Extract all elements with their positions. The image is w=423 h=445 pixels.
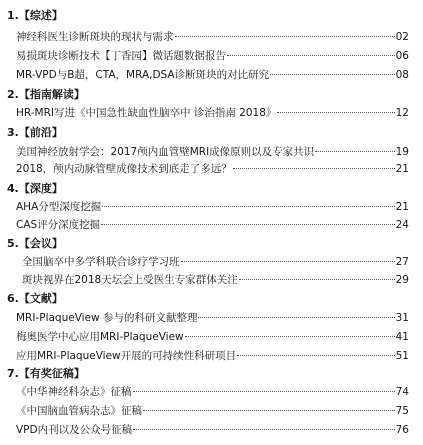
section-heading-frontier: 3.【前沿】 xyxy=(7,126,63,139)
dot-leader xyxy=(185,336,395,337)
dot-leader xyxy=(102,206,394,207)
toc-entry-title: AHA分型深度挖掘 xyxy=(16,201,102,213)
section-heading-guideline: 2.【指南解读】 xyxy=(7,88,85,101)
section-heading-overview: 1.【综述】 xyxy=(7,9,63,22)
toc-entry-page: 08 xyxy=(395,69,409,81)
toc-entry-title: 梅奥医学中心应用MRI-PlaqueView xyxy=(16,331,184,343)
toc-entry-title: 《中国脑血管病杂志》征稿 xyxy=(16,405,142,417)
dot-leader xyxy=(270,74,395,75)
toc-entry-title: 神经科医生诊断斑块的现状与需求 xyxy=(16,31,174,43)
toc-entry[interactable] xyxy=(16,311,409,325)
dot-leader xyxy=(181,261,395,262)
dot-leader xyxy=(315,151,394,152)
toc-entry-title: CAS评分深度挖掘 xyxy=(16,219,101,231)
toc-entry-title: 易损斑块诊断技术【丁香园】微话题数据报告 xyxy=(16,50,226,62)
section-heading-meeting: 5.【会议】 xyxy=(7,237,63,250)
toc-entry-page: 41 xyxy=(395,331,409,343)
toc-entry-page: 06 xyxy=(395,50,409,62)
dot-leader xyxy=(101,224,394,225)
toc-entry[interactable] xyxy=(16,385,409,399)
toc-entry-page: 31 xyxy=(395,312,409,324)
section-heading-literature: 6.【文献】 xyxy=(7,292,63,305)
dot-leader xyxy=(175,36,395,37)
dot-leader xyxy=(143,410,395,411)
toc-entry-page: 76 xyxy=(395,424,409,436)
dot-leader xyxy=(133,391,395,392)
dot-leader xyxy=(277,112,394,113)
toc-entry[interactable] xyxy=(16,200,409,214)
section-heading-depth: 4.【深度】 xyxy=(7,182,63,195)
toc-entry-title: MRI-PlaqueView 参与的科研文献整理 xyxy=(16,312,198,324)
toc-entry[interactable] xyxy=(16,404,409,418)
dot-leader xyxy=(233,168,395,169)
toc-entry[interactable] xyxy=(16,423,409,437)
toc-entry[interactable] xyxy=(16,145,409,159)
toc-entry[interactable] xyxy=(16,68,409,82)
toc-entry-page: 51 xyxy=(395,350,409,362)
toc-entry-page: 74 xyxy=(395,386,409,398)
toc-entry-title: 斑块视界在2018天坛会上受医生专家群体关注 xyxy=(22,274,238,286)
toc-entry-page: 29 xyxy=(395,274,409,286)
toc-entry-page: 27 xyxy=(395,256,409,268)
toc-entry[interactable] xyxy=(22,255,409,269)
toc-entry-title: 《中华神经科杂志》征稿 xyxy=(16,386,132,398)
toc-entry-page: 21 xyxy=(395,201,409,213)
toc-entry[interactable] xyxy=(16,49,409,63)
toc-entry-page: 12 xyxy=(395,107,409,119)
dot-leader xyxy=(133,429,395,430)
toc-entry-title: 全国脑卒中多学科联合诊疗学习班 xyxy=(22,256,180,268)
toc-entry-title: MR-VPD与B超，CTA，MRA,DSA诊断斑块的对比研究 xyxy=(16,69,270,81)
toc-entry-title: VPD内刊以及公众号征稿 xyxy=(16,424,133,436)
toc-entry[interactable] xyxy=(16,218,409,232)
toc-entry-page: 02 xyxy=(395,31,409,43)
toc-entry-page: 19 xyxy=(395,146,409,158)
toc-entry[interactable] xyxy=(22,273,409,287)
dot-leader xyxy=(237,355,395,356)
toc-entry[interactable] xyxy=(16,106,409,120)
dot-leader xyxy=(227,55,395,56)
toc-entry[interactable] xyxy=(16,349,409,363)
toc-entry-title: HR-MRI写进《中国急性缺血性脑卒中 诊治指南 2018》 xyxy=(16,107,277,119)
toc-entry-title: 应用MRI-PlaqueView开展的可持续性科研项目 xyxy=(16,350,237,362)
toc-entry[interactable] xyxy=(16,330,409,344)
toc-entry[interactable] xyxy=(16,30,409,44)
toc-entry-title: 2018，颅内动脉管壁成像技术到底走了多远？ xyxy=(16,163,232,175)
section-heading-call-for-papers: 7.【有奖征稿】 xyxy=(7,367,85,380)
toc-entry-page: 75 xyxy=(395,405,409,417)
toc-entry[interactable] xyxy=(16,162,409,176)
toc-entry-page: 21 xyxy=(395,163,409,175)
toc-entry-title: 美国神经放射学会：2017颅内血管壁MRI成像原则以及专家共识 xyxy=(16,146,315,158)
dot-leader xyxy=(239,279,395,280)
dot-leader xyxy=(198,317,394,318)
toc-entry-page: 24 xyxy=(395,219,409,231)
